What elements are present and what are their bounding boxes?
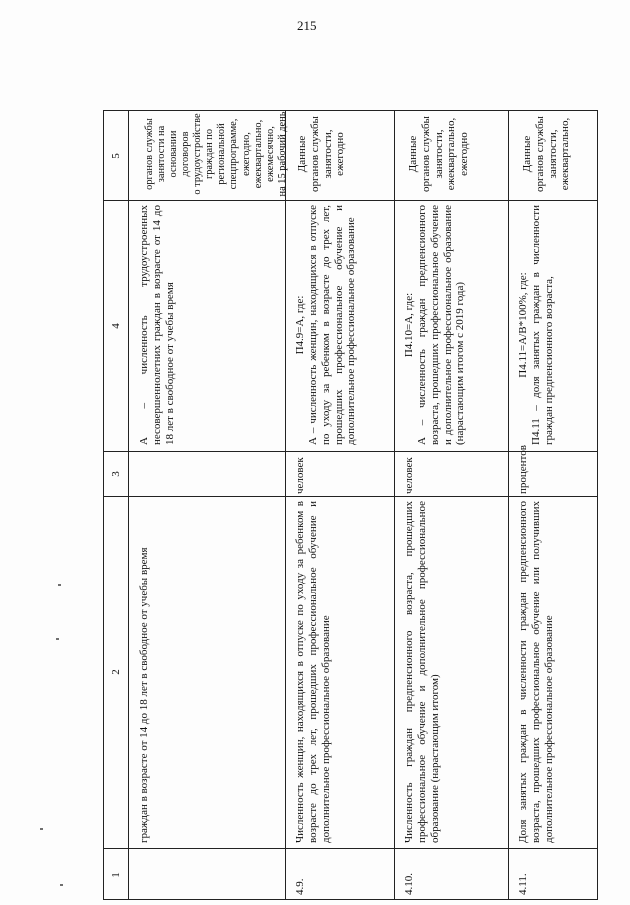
table-rule <box>285 111 286 899</box>
column-header-source: 5 <box>110 152 122 159</box>
table-rule <box>104 200 597 201</box>
indicator-source: Данные органов службы занятости, ежеквартально, <box>521 116 572 192</box>
indicator-name: Доля занятых граждан в численности граждан предпенсионного возраста, прошедших профессиональное обучение или получивших дополнительное профессиональное образование <box>517 501 555 843</box>
column-header-formula: 4 <box>110 322 122 329</box>
indicator-formula: П4.11 – доля занятых граждан в численности граждан предпенсионного возраста, <box>530 205 555 445</box>
table-rule <box>508 111 509 899</box>
table-rule <box>104 496 597 497</box>
page-number: 215 <box>297 18 317 33</box>
scan-speck <box>40 828 43 830</box>
indicator-table <box>103 110 598 900</box>
indicator-name: граждан в возрасте от 14 до 18 лет в свободное от учебы время <box>138 547 150 843</box>
formula-header: П4.11=А/В*100%, где: <box>517 272 529 378</box>
indicator-formula: А – численность трудоустроенных несовершеннолетних граждан в возрасте от 14 до 18 лет в свободное от учебы время <box>138 205 176 445</box>
indicator-source: органов службы занятости на основании договоров о трудоустройстве граждан по региональной спецпрограмме, ежегодно, ежеквартально, ежемесячно, на 15 рабочий день <box>144 111 288 197</box>
formula-header: П4.9=А, где: <box>294 295 306 355</box>
unit-label: человек <box>294 457 306 494</box>
table-rule <box>128 111 129 899</box>
unit-label: процентов <box>517 445 529 494</box>
column-header-unit: 3 <box>110 470 122 477</box>
indicator-name: Численность женщин, находящихся в отпуске по уходу за ребенком в возрасте до трех лет, прошедших профессиональное обучение и дополнительное профессиональное образование <box>294 501 332 843</box>
indicator-source: Данные органов службы занятости, ежеквартально, ежегодно <box>407 116 470 192</box>
indicator-formula: А – численность граждан предпенсионного возраста, прошедших профессиональное обучение и дополнительное профессиональное образование (нарастающим итогом с 2019 года) <box>416 205 467 445</box>
column-header-number: 1 <box>110 871 122 878</box>
table-rule <box>394 111 395 899</box>
scan-speck <box>58 584 61 586</box>
unit-label: человек <box>403 457 415 494</box>
formula-header: П4.10=А, где: <box>403 292 415 358</box>
scan-speck <box>56 638 59 640</box>
indicator-name: Численность граждан предпенсионного возраста, прошедших профессиональное обучение и дополнительное профессиональное образование (нарастающим итогом) <box>403 501 441 843</box>
table-rule <box>104 848 597 849</box>
indicator-formula: А – численность женщин, находящихся в отпуске по уходу за ребенком в возрасте до трех лет, прошедших профессиональное обучение и дополнительное профессиональное образование <box>307 205 358 445</box>
row-number: 4.10. <box>403 873 415 895</box>
column-header-name: 2 <box>110 669 122 675</box>
scan-speck <box>60 884 63 886</box>
row-number: 4.9. <box>294 878 306 895</box>
indicator-source: Данные органов службы занятости, ежегодно <box>296 116 347 192</box>
row-number: 4.11. <box>517 873 529 895</box>
